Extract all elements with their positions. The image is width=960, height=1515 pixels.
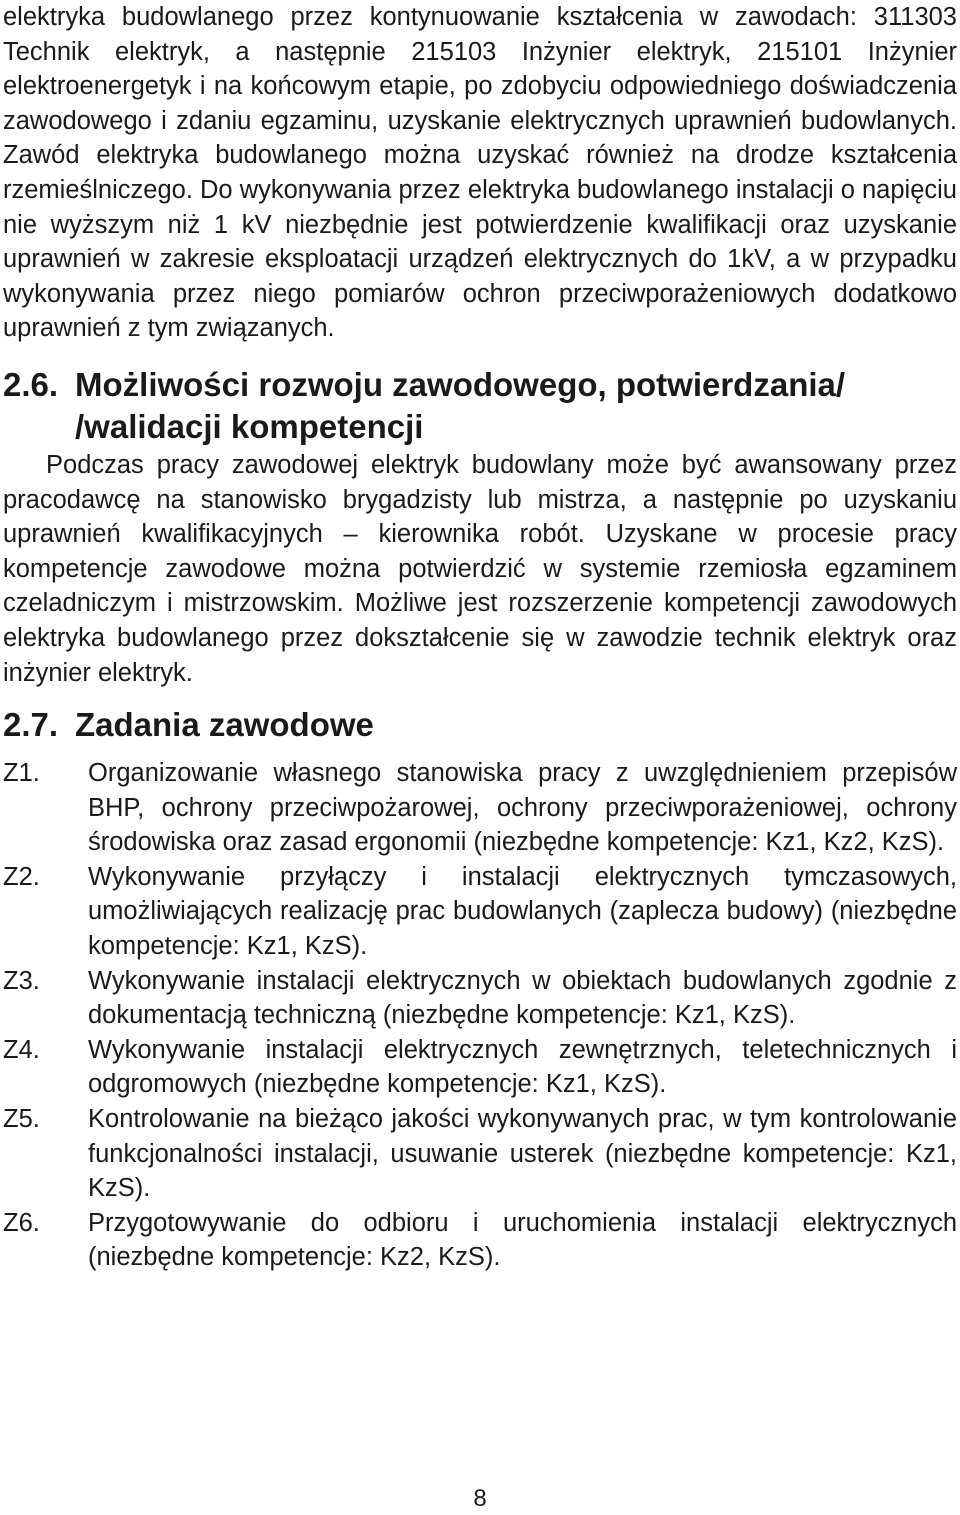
task-text: Wykonywanie przyłączy i instalacji elektrycznych tymczasowych, umożliwiających realizację prac budowlanych (zaplecza budowy) (niezbędne kompetencje: Kz1, KzS).: [88, 862, 957, 961]
task-text: Wykonywanie instalacji elektrycznych zewnętrznych, teletechnicznych i odgromowych (niezbędne kompetencje: Kz1, KzS).: [88, 1035, 957, 1099]
task-number: Z6.: [3, 1208, 40, 1237]
task-number: Z4.: [3, 1035, 40, 1064]
task-item: [3, 964, 957, 1033]
section-heading-2-6: [3, 364, 957, 448]
task-number: Z3.: [3, 966, 40, 995]
task-item: [3, 860, 957, 964]
page-number: 8: [473, 1485, 487, 1512]
task-item: [3, 1206, 957, 1275]
task-list: [3, 756, 957, 1275]
paragraph-career-path: elektryka budowlanego przez kontynuowanie kształcenia w zawodach: 311303 Technik elektryk, a następnie 215103 Inżynier elektryk, 215101 Inżynier elektroenergetyk i na końcowym etapie, po zdobyciu odpowiedniego doświadczenia zawodowego i zdaniu egzaminu, uzyskanie elektrycznych uprawnień budowlanych. Zawód elektryka budowlanego można uzyskać również na drodze kształcenia rzemieślniczego. Do wykonywania przez elektryka budowlanego instalacji o napięciu nie wyższym niż 1 kV niezbędnie jest potwierdzenie kwalifikacji oraz uzyskanie uprawnień w zakresie eksploatacji urządzeń elektrycznych do 1kV, a w przypadku wykonywania przez niego pomiarów ochron przeciwporażeniowych dodatkowo uprawnień z tym związanych.: [3, 3, 957, 343]
section-title-line-1: Możliwości rozwoju zawodowego, potwierdzania/: [75, 365, 846, 403]
task-number: Z5.: [3, 1105, 40, 1134]
task-text: Organizowanie własnego stanowiska pracy z uwzględnieniem przepisów BHP, ochrony przeciwpożarowej, ochrony przeciwporażeniowej, ochrony środowiska oraz zasad ergonomii (niezbędne kompetencje: Kz1, Kz2, KzS).: [88, 759, 957, 857]
task-item: [3, 756, 957, 860]
task-text: Przygotowywanie do odbioru i uruchomienia instalacji elektrycznych (niezbędne kompetencje: Kz2, KzS).: [88, 1208, 957, 1272]
section-number: 2.6.: [3, 365, 59, 403]
task-item: [3, 1102, 957, 1206]
task-text: Kontrolowanie na bieżąco jakości wykonywanych prac, w tym kontrolowanie funkcjonalności instalacji, usuwanie usterek (niezbędne kompetencje: Kz1, KzS).: [88, 1105, 957, 1203]
task-number: Z2.: [3, 862, 40, 891]
section-title: Zadania zawodowe: [75, 706, 374, 744]
section-number: 2.7.: [3, 706, 59, 744]
paragraph-development: Podczas pracy zawodowej elektryk budowlany może być awansowany przez pracodawcę na stanowisko brygadzisty lub mistrza, a następnie po uzyskaniu uprawnień kwalifikacyjnych – kierownika robót. Uzyskane w procesie pracy kompetencje zawodowe można potwierdzić w systemie rzemiosła egzaminem czeladniczym i mistrzowskim. Możliwe jest rozszerzenie kompetencji zawodowych elektryka budowlanego przez dokształcenie się w zawodzie technik elektryk oraz inżynier elektryk.: [3, 450, 957, 687]
task-number: Z1.: [3, 759, 40, 788]
section-heading-2-7: [3, 704, 957, 746]
task-item: [3, 1033, 957, 1102]
document-page: [3, 0, 957, 1275]
section-title-line-2: /walidacji kompetencji: [75, 407, 424, 445]
task-text: Wykonywanie instalacji elektrycznych w obiektach budowlanych zgodnie z dokumentacją techniczną (niezbędne kompetencje: Kz1, KzS).: [88, 966, 957, 1030]
